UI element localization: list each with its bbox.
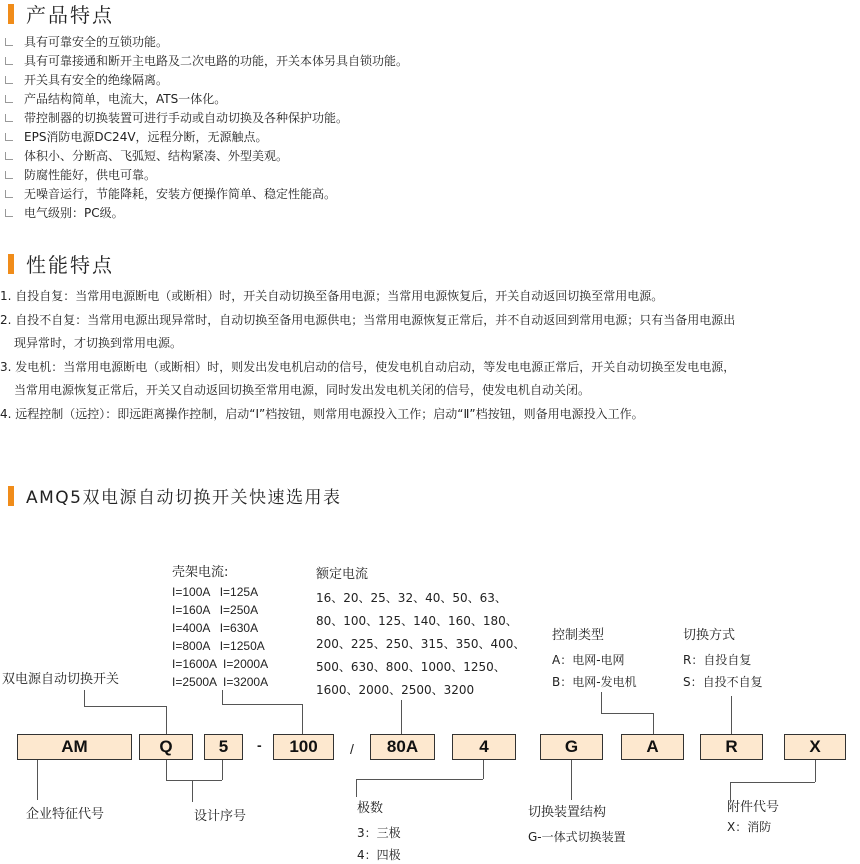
bullet-icon [5, 190, 13, 198]
structure-title: 切换装置结构 [528, 805, 607, 820]
design-serial-label: 设计序号 [194, 809, 247, 824]
list-item: 体积小、分断高、飞弧短、结构紧凑、外型美观。 [4, 147, 408, 166]
rated-current-item: 500、630、800、1000、1250、 [316, 660, 506, 674]
poles-title: 极数 [357, 801, 384, 816]
rated-current-item: 1600、2000、2500、3200 [316, 683, 475, 697]
connector-line [222, 760, 223, 780]
bullet-icon [5, 38, 13, 46]
switch-mode-option: R：自投自复 [683, 653, 752, 667]
code-box-x: X [784, 734, 846, 760]
accessory-option: X：消防 [727, 820, 772, 834]
connector-line [166, 706, 167, 734]
list-item: 产品结构简单，电流大，ATS一体化。 [4, 90, 408, 109]
connector-line [356, 779, 357, 797]
code-box-current: 100 [273, 734, 334, 760]
connector-line [653, 713, 654, 734]
rated-current-item: 200、225、250、315、350、400、 [316, 637, 526, 651]
code-box-poles: 4 [452, 734, 516, 760]
slash-separator: / [350, 741, 354, 757]
connector-line [37, 760, 38, 800]
features-list [4, 33, 408, 223]
features-title: 产品特点 [26, 3, 114, 27]
code-box-5: 5 [204, 734, 243, 760]
connector-line [815, 760, 816, 782]
company-code-label: 企业特征代号 [26, 807, 105, 822]
connector-line [84, 690, 85, 706]
poles-option: 4：四极 [357, 848, 401, 862]
connector-line [483, 760, 484, 779]
bullet-icon [5, 57, 13, 65]
bullet-icon [5, 209, 13, 217]
list-item: 开关具有安全的绝缘隔离。 [4, 71, 408, 90]
connector-line [166, 760, 167, 780]
frame-current-item: I=800A I=1250A [172, 639, 265, 653]
performance-line: 现异常时，才切换到常用电源。 [14, 336, 183, 350]
rated-current-title: 额定电流 [316, 567, 369, 582]
performance-line: 1. 自投自复：当常用电源断电（或断相）时，开关自动切换至备用电源；当常用电源恢复后，开关自动返回切换至常用电源。 [0, 289, 664, 303]
list-item: 防腐性能好，供电可靠。 [4, 166, 408, 185]
performance-list [0, 285, 860, 426]
bullet-icon [5, 133, 13, 141]
connector-line [222, 690, 223, 704]
rated-current-item: 16、20、25、32、40、50、63、 [316, 591, 507, 605]
control-type-option: B：电网-发电机 [552, 675, 637, 689]
rated-current-item: 80、100、125、140、160、180、 [316, 614, 518, 628]
connector-line [302, 704, 303, 734]
list-item: 具有可靠接通和断开主电路及二次电路的功能，开关本体另具自锁功能。 [4, 52, 408, 71]
performance-line: 当常用电源恢复正常后，开关又自动返回切换至常用电源，同时发出发电机关闭的信号，使发电机自动关闭。 [14, 383, 591, 397]
section-marker [8, 4, 14, 24]
bullet-icon [5, 95, 13, 103]
frame-current-item: I=100A I=125A [172, 585, 259, 599]
code-box-rated: 80A [370, 734, 435, 760]
bullet-icon [5, 171, 13, 179]
frame-current-item: I=160A I=250A [172, 603, 259, 617]
frame-current-item: I=1600A I=2000A [172, 657, 269, 671]
structure-option: G-一体式切换装置 [528, 830, 626, 844]
code-box-q: Q [139, 734, 193, 760]
poles-option: 3：三极 [357, 826, 401, 840]
frame-current-title: 壳架电流: [172, 565, 229, 580]
section-marker [8, 254, 14, 274]
bullet-icon [5, 152, 13, 160]
list-item: 电气级别：PC级。 [4, 204, 408, 223]
list-item: EPS消防电源DC24V，远程分断，无源触点。 [4, 128, 408, 147]
control-type-option: A：电网-电网 [552, 653, 625, 667]
code-box-a: A [621, 734, 684, 760]
list-item: 无噪音运行，节能降耗，安装方便操作简单、稳定性能高。 [4, 185, 408, 204]
section-marker [8, 486, 14, 506]
performance-line: 2. 自投不自复：当常用电源出现异常时，自动切换至备用电源供电；当常用电源恢复正常后，并不自动返回到常用电源；只有当备用电源出 [0, 312, 736, 327]
connector-line [356, 779, 483, 780]
control-type-title: 控制类型 [552, 628, 605, 643]
bullet-icon [5, 114, 13, 122]
connector-line [731, 696, 732, 734]
performance-line: 4. 远程控制（远控）：即远距离操作控制，启动“Ⅰ”档按钮，则常用电源投入工作；启动“Ⅱ”档按钮，则备用电源投入工作。 [0, 406, 644, 421]
frame-current-item: I=2500A I=3200A [172, 675, 269, 689]
accessory-title: 附件代号 [727, 800, 780, 815]
connector-line [166, 780, 222, 781]
list-item: 具有可靠安全的互锁功能。 [4, 33, 408, 52]
connector-line [401, 700, 402, 734]
switch-mode-option: S：自投不自复 [683, 675, 763, 689]
code-box-r: R [700, 734, 763, 760]
connector-line [192, 780, 193, 802]
product-name-label: 双电源自动切换开关 [2, 672, 120, 687]
connector-line [601, 713, 653, 714]
connector-line [730, 782, 731, 800]
list-item: 带控制器的切换装置可进行手动或自动切换及各种保护功能。 [4, 109, 408, 128]
frame-current-item: I=400A I=630A [172, 621, 259, 635]
connector-line [222, 704, 302, 705]
bullet-icon [5, 76, 13, 84]
dash-separator: - [257, 737, 262, 753]
code-box-am: AM [17, 734, 132, 760]
code-box-g: G [540, 734, 603, 760]
connector-line [601, 692, 602, 713]
connector-line [571, 760, 572, 800]
performance-title: 性能特点 [26, 253, 114, 277]
performance-line: 3. 发电机：当常用电源断电（或断相）时，则发出发电机启动的信号，使发电机自动启动，等发电电源正常后，开关自动切换至发电电源， [0, 359, 736, 374]
selection-title: AMQ5双电源自动切换开关快速选用表 [26, 488, 342, 508]
connector-line [730, 782, 815, 783]
connector-line [84, 706, 166, 707]
switch-mode-title: 切换方式 [683, 628, 736, 643]
